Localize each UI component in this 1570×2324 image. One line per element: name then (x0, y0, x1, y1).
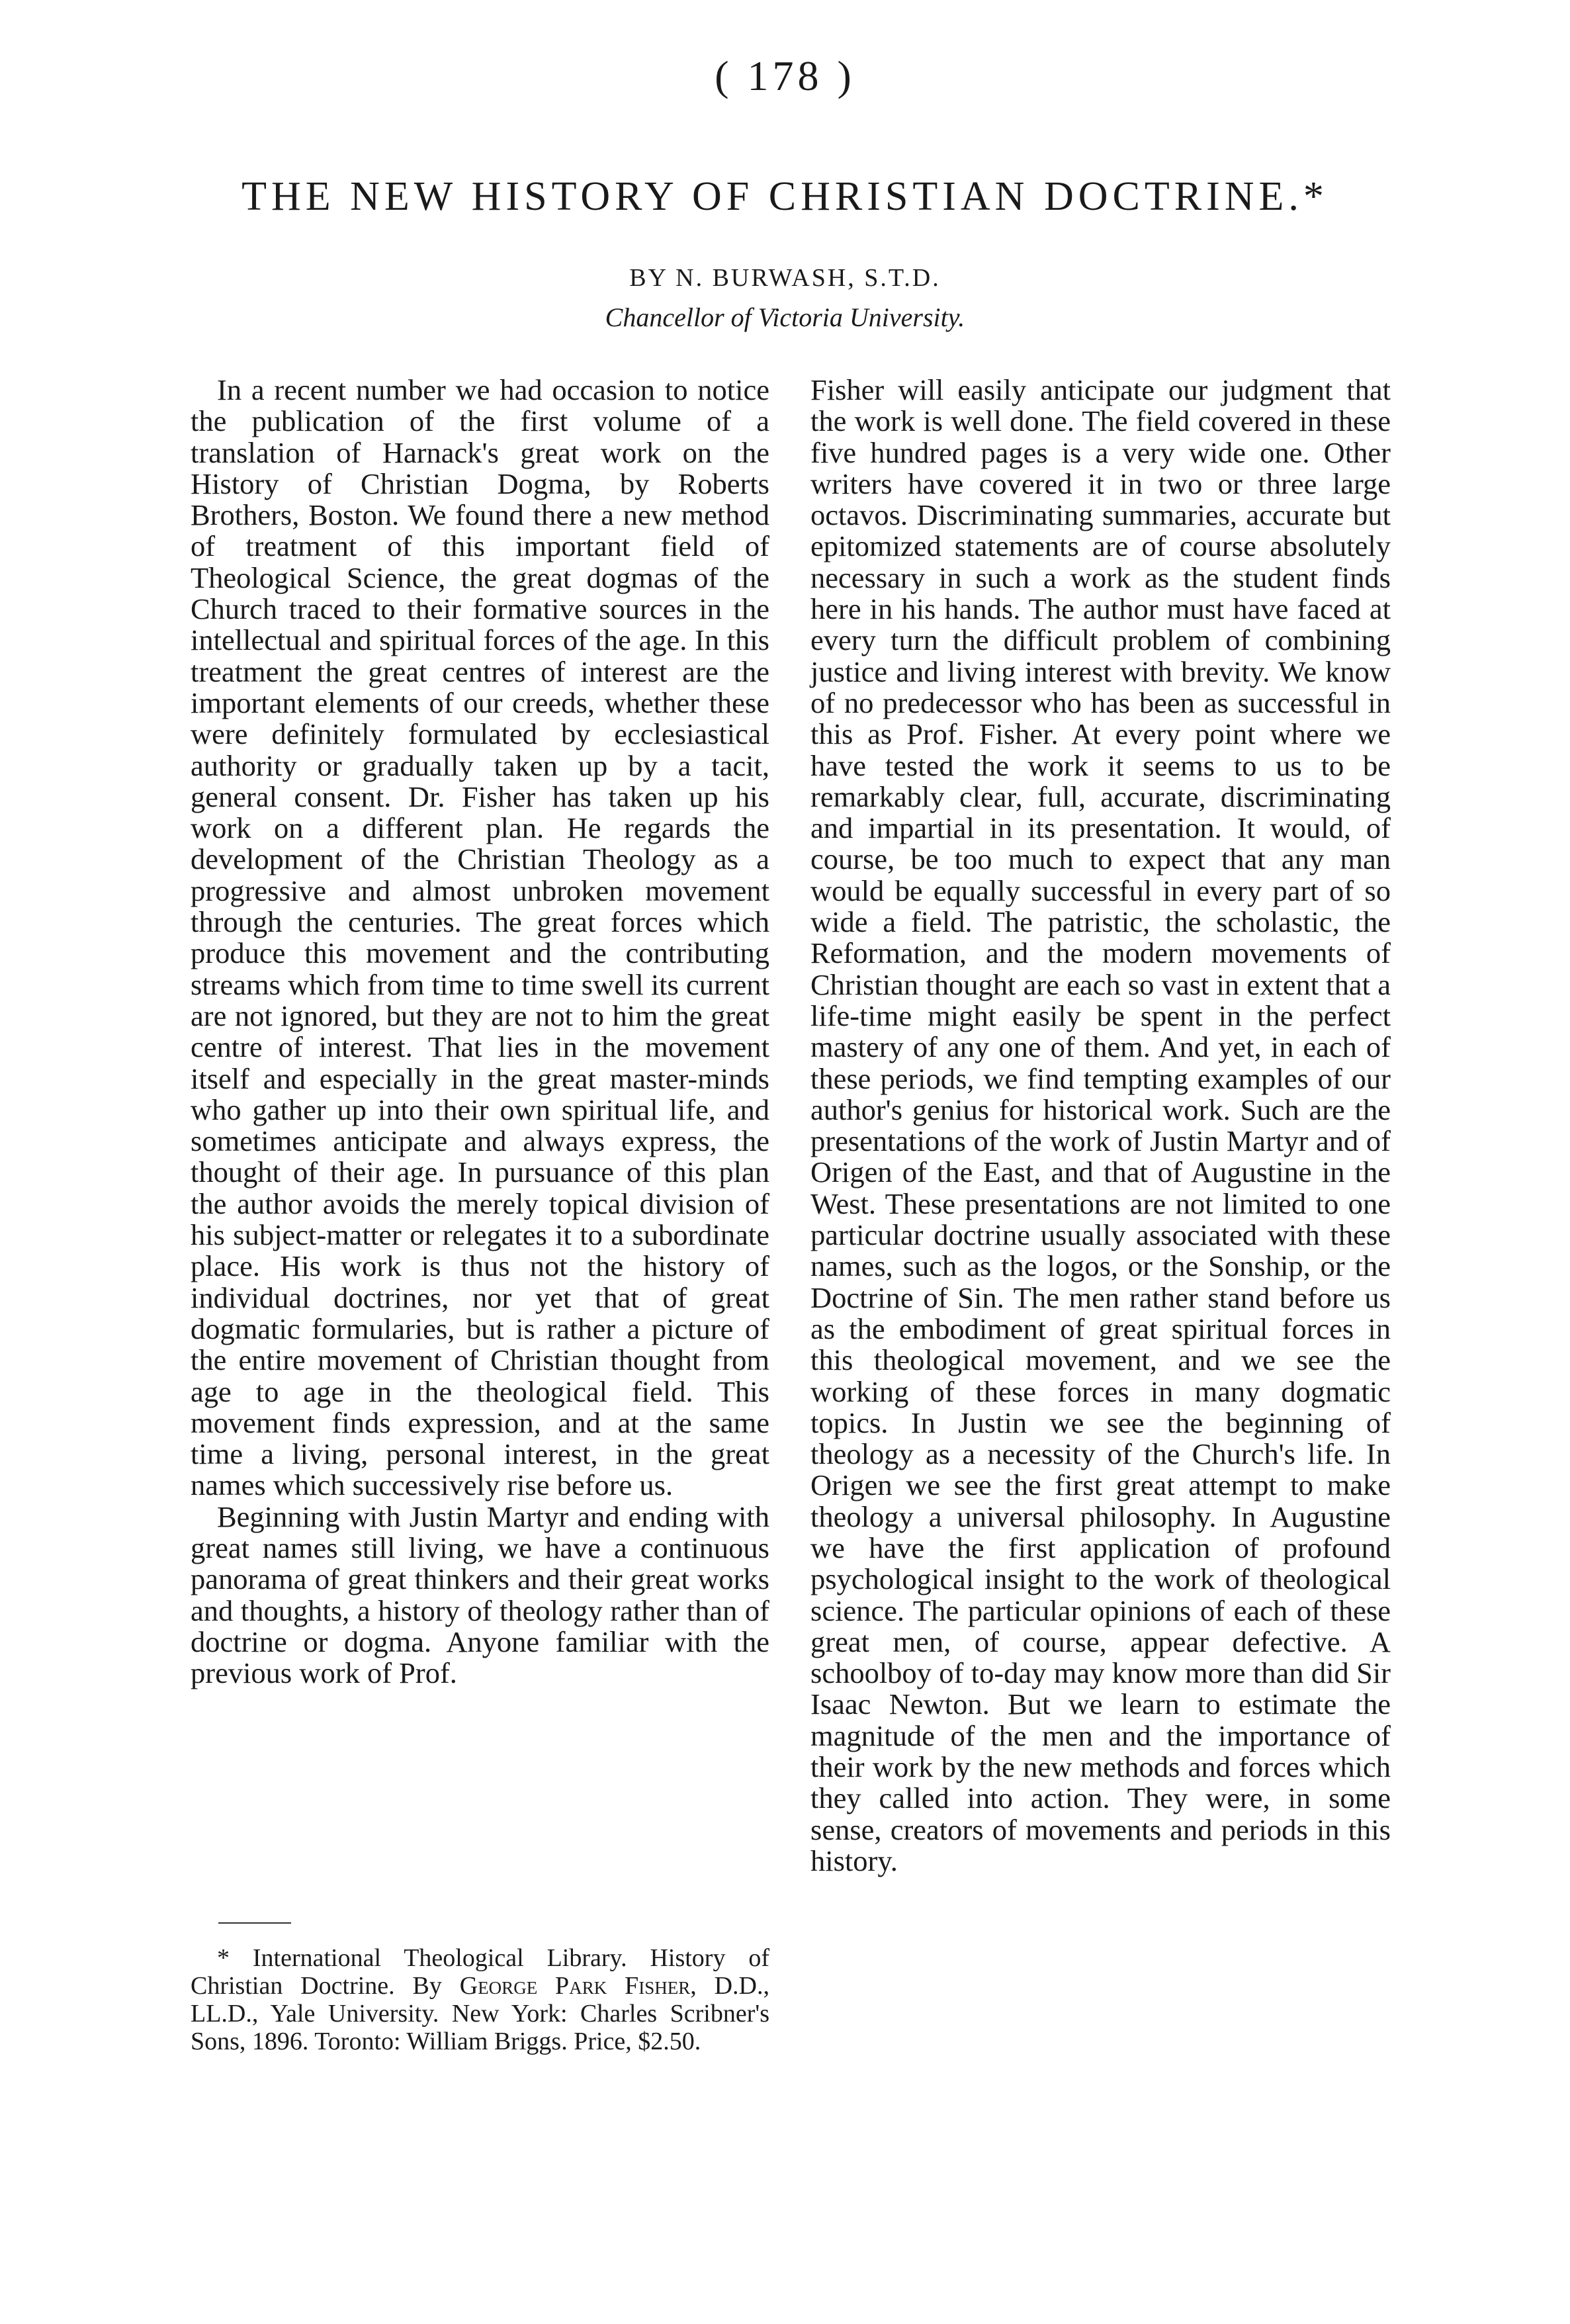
left-column (191, 375, 769, 1689)
footnote-lead: * International Theological Library. History of Christian Doctrine. By (191, 1944, 769, 2000)
page-number: ( 178 ) (715, 52, 855, 99)
left-paragraph-1: In a recent number we had occasion to notice the publication of the first volume of a translation of Harnack's great work on the History of Christian Dogma, by Roberts Brothers, Boston. We found there a new method of treatment of this important field of Theological Science, the great dogmas of the Church traced to their formative sources in the intellectual and spiritual forces of the age. In this treatment the great centres of interest are the important elements of our creeds, whether these were definitely formulated by ecclesiastical authority or gradually taken up by a tacit, general consent. Dr. Fisher has taken up his work on a different plan. He regards the development of the Christian Theology as a progressive and almost unbroken movement through the centuries. The great forces which produce this movement and the contributing streams which from time to time swell its current are not ignored, but they are not to him the great centre of interest. That lies in the movement itself and especially in the great master-minds who gather up into their own spiritual life, and sometimes anticipate and always express, the thought of their age. In pursuance of this plan the author avoids the merely topical division of his subject-matter or relegates it to a subordinate place. His work is thus not the history of individual doctrines, nor yet that of great dogmatic formularies, but is rather a picture of the entire movement of Christian thought from age to age in the theological field. This movement finds expression, and at the same time a living, personal interest, in the great names which successively rise before us. (191, 373, 769, 1502)
left-paragraph-2: Beginning with Justin Martyr and ending with great names still living, we have a continuous panorama of great thinkers and their great works and thoughts, a history of theology rather than of doctrine or dogma. Anyone familiar with the previous work of Prof. (191, 1499, 769, 1690)
right-column (810, 375, 1391, 1877)
footnote-rest: , D.D., LL.D., Yale University. New York: Charles Scribner's Sons, 1896. Toronto: William Briggs. Price, $2.50. (191, 1972, 769, 2055)
footnote (191, 1944, 769, 2055)
article-title: THE NEW HISTORY OF CHRISTIAN DOCTRINE.* (241, 174, 1329, 219)
footnote-author: George Park Fisher (459, 1972, 691, 2000)
right-paragraph-1: Fisher will easily anticipate our judgment that the work is well done. The field covered in these five hundred pages is a very wide one. Other writers have covered it in two or three large octavos. Discriminating summaries, accurate but epitomized statements are of course absolutely necessary in such a work as the student finds here in his hands. The author must have faced at every turn the difficult problem of combining justice and living interest with brevity. We know of no predecessor who has been as successful in this as Prof. Fisher. At every point where we have tested the work it seems to us to be remarkably clear, full, accurate, discriminating and impartial in its presentation. It would, of course, be too much to expect that any man would be equally successful in every part of so wide a field. The patristic, the scholastic, the Reformation, and the modern movements of Christian thought are each so vast in extent that a life-time might easily be spent in the perfect mastery of any one of them. And yet, in each of these periods, we find tempting examples of our author's genius for historical work. Such are the presentations of the work of Justin Martyr and of Origen of the East, and that of Augustine in the West. These presentations are not limited to one particular doctrine usually associated with these names, such as the logos, or the Sonship, or the Doctrine of Sin. The men rather stand before us as the embodiment of great spiritual forces in this theological movement, and we see the working of these forces in many dogmatic topics. In Justin we see the beginning of theology as a necessity of the Church's life. In Origen we see the first great attempt to make theology a universal philosophy. In Augustine we have the first application of profound psychological insight to the work of theological science. The particular opinions of each of these great men, of course, appear defective. A schoolboy of to-day may know more than did Sir Isaac Newton. But we learn to estimate the magnitude of the men and the importance of their work by the new methods and forces which they called into action. They were, in some sense, creators of movements and periods in this history. (810, 373, 1391, 1877)
author-affiliation: Chancellor of Victoria University. (605, 302, 965, 332)
author-byline: BY N. BURWASH, S.T.D. (629, 264, 941, 292)
footnote-divider (218, 1922, 291, 1924)
